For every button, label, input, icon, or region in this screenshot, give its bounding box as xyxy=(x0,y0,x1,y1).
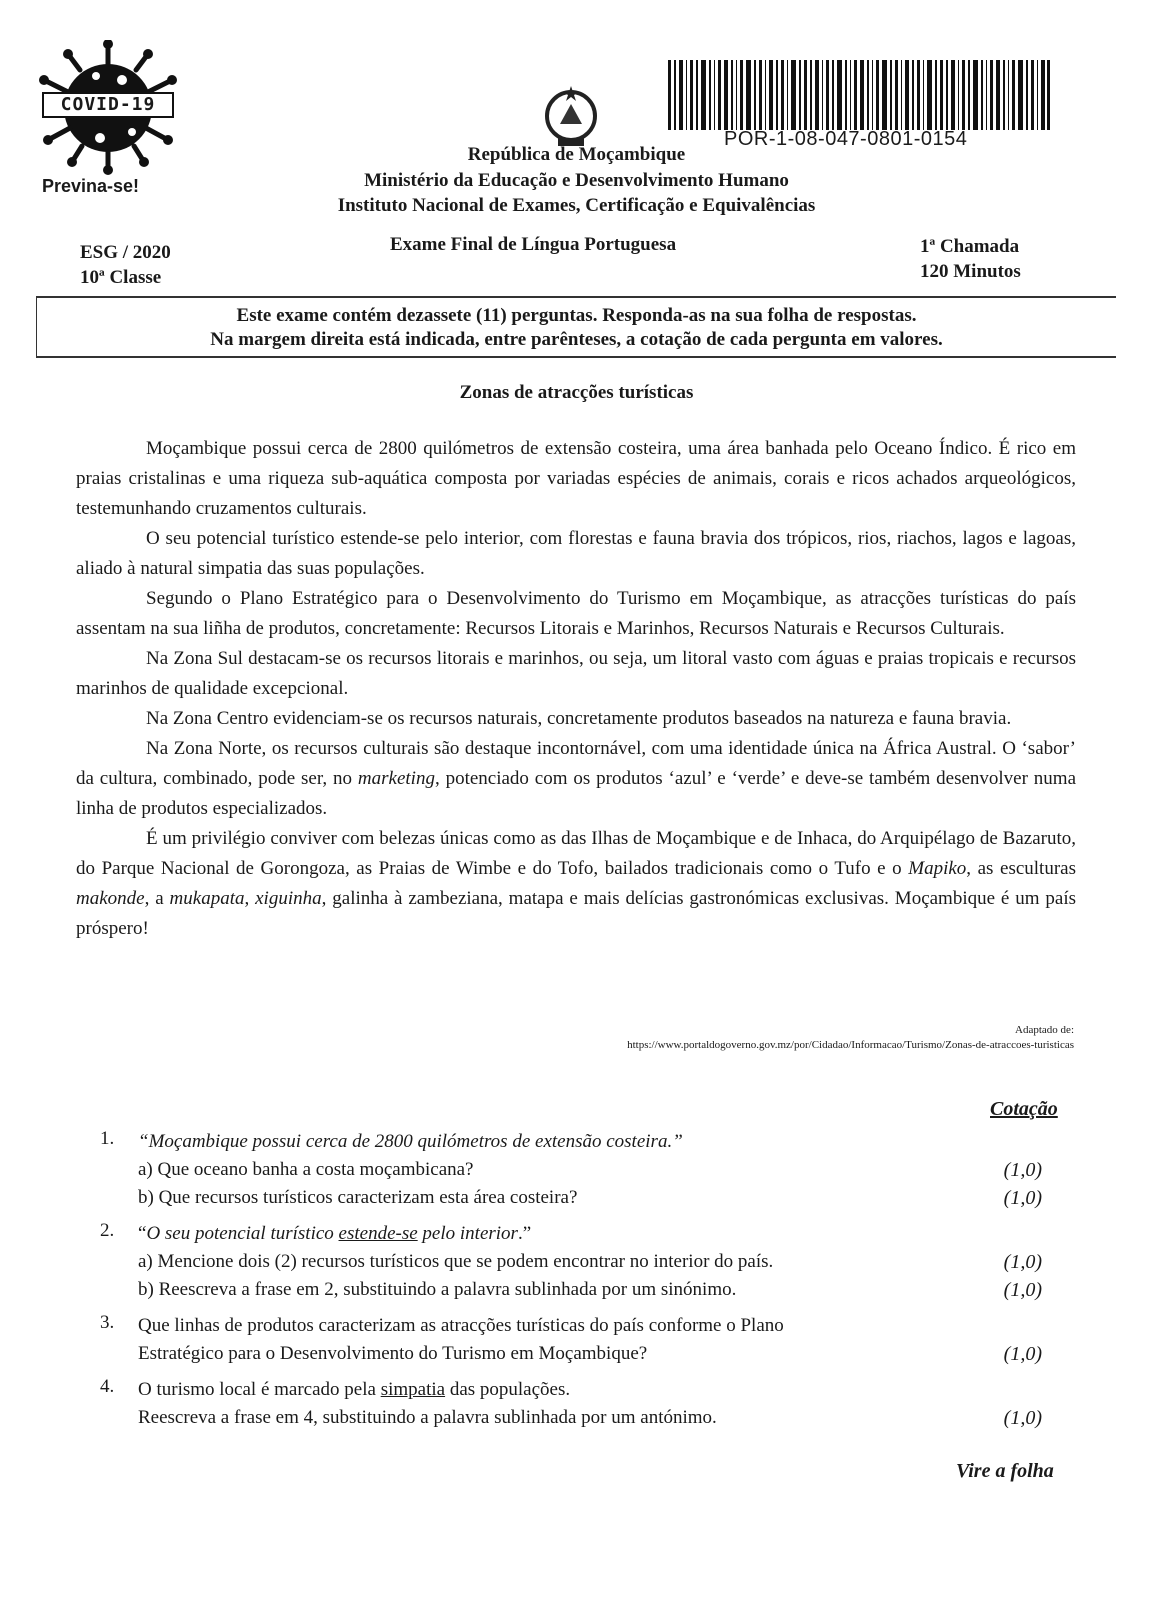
question-number: 4. xyxy=(100,1376,115,1397)
barcode xyxy=(668,60,1050,130)
instructions-line-2: Na margem direita está indicada, entre parênteses, a cotação de cada pergunta em valores. xyxy=(210,329,943,350)
paragraph: Moçambique possui cerca de 2800 quilómetros de extensão costeira, uma área banhada pelo Oceano Índico. É rico em praias cristalinas e uma riqueza sub-aquática composta por variadas espécies de animais, corais e ricos achados arqueológicos, testemunhando cruzamentos culturais. xyxy=(76,438,1076,519)
question-number: 3. xyxy=(100,1312,115,1333)
text-span: , xyxy=(244,888,256,909)
paragraph xyxy=(76,734,1076,824)
italic-term: makonde xyxy=(76,888,145,909)
question-text: Que linhas de produtos caracterizam as atracções turísticas do país conforme o Plano xyxy=(138,1315,784,1336)
text-span: , potenciado com os produtos ‘azul’ e ‘verde’ e deve-se também desenvolver numa linha de produtos especializados. xyxy=(76,768,1077,819)
paragraph xyxy=(76,824,1076,944)
question-text-line: Reescreva a frase em 4, substituindo a palavra sublinhada por um antónimo. xyxy=(138,1407,717,1428)
covid-slogan: Previna-se! xyxy=(42,176,140,196)
text-span: , a xyxy=(144,888,170,909)
text-span: , galinha à zambeziana, matapa e mais delícias gastronómicas exclusivas. Moçambique é um país próspero! xyxy=(76,888,1077,939)
sub-question xyxy=(138,1156,1060,1184)
paragraph: Na Zona Sul destacam-se os recursos litorais e marinhos, ou seja, um litoral vasto com águas e praias tropicais e recursos marinhos de qualidade excepcional. xyxy=(76,648,1076,699)
question-quote: “Moçambique possui cerca de 2800 quilómetros de extensão costeira.” xyxy=(138,1131,683,1152)
source-citation xyxy=(400,1023,1074,1053)
exam-duration: 120 Minutos xyxy=(920,261,1021,282)
exam-session-block xyxy=(920,234,1021,284)
question-text xyxy=(138,1404,1060,1432)
score-mark: (1,0) xyxy=(1003,1407,1042,1429)
exam-level-block xyxy=(80,240,171,290)
question-text-line: Estratégico para o Desenvolvimento do Turismo em Moçambique? xyxy=(138,1343,648,1364)
score-mark: (1,0) xyxy=(1003,1279,1042,1301)
score-mark: (1,0) xyxy=(1003,1251,1042,1273)
question-1 xyxy=(100,1128,1060,1212)
quote-text: pelo interior xyxy=(417,1223,518,1244)
exam-grade: 10ª Classe xyxy=(80,267,162,288)
italic-term: marketing xyxy=(357,768,435,789)
text-span: das populações. xyxy=(445,1379,571,1400)
barcode-number: POR-1-08-047-0801-0154 xyxy=(724,128,968,150)
score-mark: (1,0) xyxy=(1003,1187,1042,1209)
score-mark: (1,0) xyxy=(1003,1159,1042,1181)
quote-mark: .” xyxy=(517,1223,532,1244)
sub-question xyxy=(138,1276,1060,1304)
ministry-name: Ministério da Educação e Desenvolvimento Humano xyxy=(364,170,789,191)
question-text xyxy=(138,1376,1060,1404)
italic-term: Mapiko xyxy=(908,858,967,879)
underlined-word: simpatia xyxy=(380,1379,446,1400)
text-span: É um privilégio conviver com belezas únicas como as das Ilhas de Moçambique e de Inhaca, do Arquipélago de Bazaruto, do Parque Nacional de Gorongoza, as Praias de Wimbe e do Tofo, bailados tradicionais como o Tufo e o xyxy=(76,828,1076,879)
text-span: Na Zona Norte, os recursos culturais são destaque incontornável, com uma identidade única na África Austral. O ‘sabor’ da cultura, combinado, pode ser, no xyxy=(76,738,1076,789)
sub-question-text: a) Que oceano banha a costa moçambicana? xyxy=(138,1159,474,1180)
question-number: 2. xyxy=(100,1220,115,1241)
paragraph: O seu potencial turístico estende-se pelo interior, com florestas e fauna bravia dos trópicos, rios, riachos, lagos e lagoas, aliado à natural simpatia das suas populações. xyxy=(76,528,1076,579)
exam-call: 1ª Chamada xyxy=(920,236,1020,257)
questions-list xyxy=(100,1128,1060,1440)
covid-label: COVID-19 xyxy=(42,92,174,118)
italic-term: xiguinha xyxy=(255,888,322,909)
source-url: https://www.portaldogoverno.gov.mz/por/Cidadao/Informacao/Turismo/Zonas-de-atraccoes-turisticas xyxy=(627,1039,1074,1051)
source-label: Adaptado de: xyxy=(1015,1024,1074,1036)
question-quote xyxy=(138,1220,1060,1248)
institute-name: Instituto Nacional de Exames, Certificação e Equivalências xyxy=(337,195,816,216)
question-4 xyxy=(100,1376,1060,1432)
sub-question-text: b) Que recursos turísticos caracterizam esta área costeira? xyxy=(138,1187,578,1208)
quote-mark: “ xyxy=(138,1223,147,1244)
underlined-word: estende-se xyxy=(338,1223,418,1244)
turn-page-note: Vire a folha xyxy=(956,1460,1054,1482)
score-mark: (1,0) xyxy=(1003,1343,1042,1365)
quote-text: O seu potencial turístico xyxy=(146,1223,339,1244)
sub-question xyxy=(138,1248,1060,1276)
text-span: O turismo local é marcado pela xyxy=(138,1379,381,1400)
question-number: 1. xyxy=(100,1128,115,1149)
instructions-box xyxy=(36,296,1116,358)
sub-question-text: b) Reescreva a frase em 2, substituindo a palavra sublinhada por um sinónimo. xyxy=(138,1279,737,1300)
question-3 xyxy=(100,1312,1060,1368)
national-emblem-icon xyxy=(536,84,606,150)
cotacao-header: Cotação xyxy=(990,1098,1058,1120)
italic-term: mukapata xyxy=(169,888,245,909)
paragraph: Segundo o Plano Estratégico para o Desenvolvimento do Turismo em Moçambique, as atracções turísticas do país assentam na sua liñha de produtos, concretamente: Recursos Litorais e Marinhos, Recursos Naturais e Recursos Culturais. xyxy=(76,588,1076,639)
question-text xyxy=(138,1340,1060,1368)
republic-name: República de Moçambique xyxy=(467,144,686,165)
reading-text xyxy=(76,434,1076,944)
question-2 xyxy=(100,1220,1060,1304)
text-span: , as esculturas xyxy=(966,858,1076,879)
paragraph: Na Zona Centro evidenciam-se os recursos naturais, concretamente produtos baseados na natureza e fauna bravia. xyxy=(146,708,1012,729)
sub-question-text: a) Mencione dois (2) recursos turísticos que se podem encontrar no interior do país. xyxy=(138,1251,774,1272)
instructions-line-1: Este exame contém dezassete (11) perguntas. Responda-as na sua folha de respostas. xyxy=(236,305,917,326)
text-title: Zonas de atracções turísticas xyxy=(459,382,694,403)
sub-question xyxy=(138,1184,1060,1212)
exam-level: ESG / 2020 xyxy=(80,242,171,263)
exam-title: Exame Final de Língua Portuguesa xyxy=(390,234,677,255)
